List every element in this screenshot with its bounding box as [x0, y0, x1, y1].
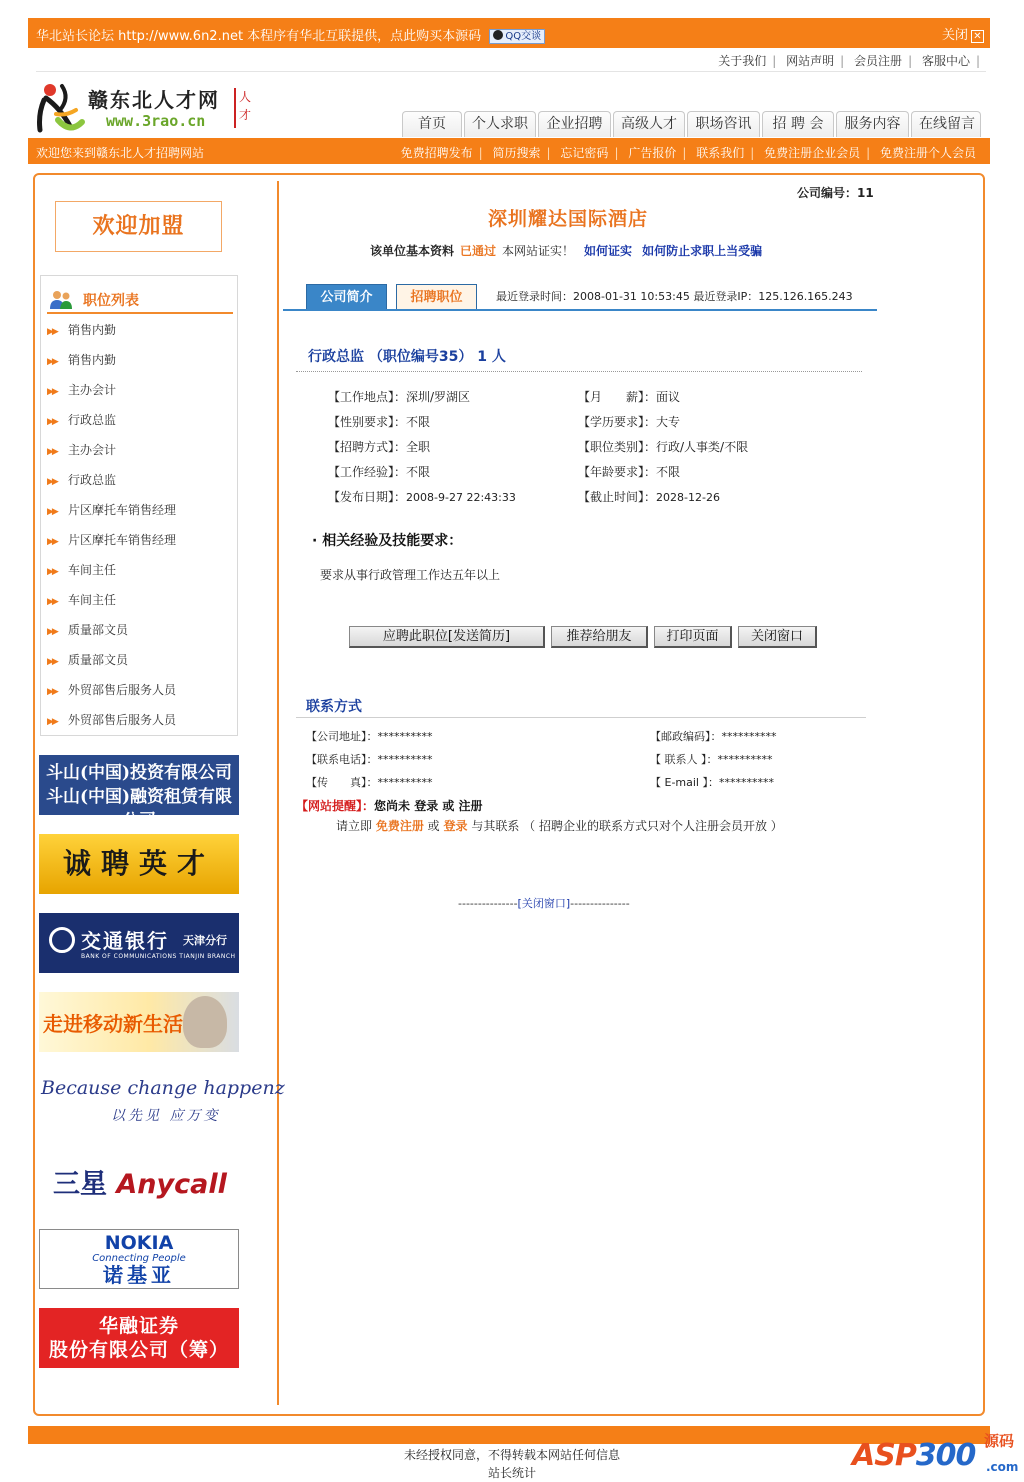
arrow-icon: ▶▶ [47, 567, 57, 577]
qq-chat-badge[interactable] [489, 29, 545, 44]
nav-career-news[interactable]: 职场咨讯 [687, 111, 760, 137]
field-label: 【邮政编码】： [650, 730, 722, 743]
separator: | [614, 146, 619, 160]
list-item[interactable] [47, 532, 176, 562]
divider [36, 71, 986, 72]
person-logo-icon [36, 80, 84, 134]
requirements-heading: · 相关经验及技能要求： [312, 533, 463, 549]
verify-label: 该单位基本资料 [370, 244, 455, 258]
verify-status: 已通过 [460, 244, 497, 258]
field-deadline [578, 488, 720, 505]
list-item[interactable] [47, 472, 176, 502]
apply-button[interactable]: 应聘此职位[发送简历] [349, 626, 545, 648]
job-link[interactable]: 主办会计 [68, 383, 117, 397]
arrow-icon: ▶▶ [47, 627, 57, 637]
close-window-link[interactable]: [关闭窗口] [517, 897, 571, 910]
list-item[interactable] [47, 322, 176, 352]
link-forgot-password[interactable]: 忘记密码 [560, 146, 609, 160]
field-location [328, 388, 470, 405]
field-salary [578, 388, 680, 405]
field-label: 【年龄要求】： [578, 465, 657, 479]
field-value: ********** [377, 730, 433, 743]
dashes: --------------- [458, 897, 518, 910]
watermark-text [852, 1438, 975, 1473]
watermark-asp: ASP [852, 1438, 916, 1473]
job-title: 行政总监 （职位编号35） 1 人 [308, 349, 506, 365]
field-value: ********** [717, 753, 773, 766]
ad-text: 斗山(中国)投资有限公司 [45, 763, 233, 783]
tip-detail [336, 817, 783, 834]
watermark-logo [852, 1430, 1022, 1480]
arrow-icon: ▶▶ [47, 687, 57, 697]
link-about[interactable]: 关于我们 [718, 54, 767, 68]
ad-samsung[interactable] [39, 1150, 239, 1210]
nav-senior-talent[interactable]: 高级人才 [613, 111, 685, 137]
sub-bar [28, 138, 990, 164]
tip-text: 与其联系 （ 招聘企业的联系方式只对个人注册会员开放 ） [467, 819, 783, 833]
field-age [578, 463, 680, 480]
tip-label: 【网站提醒】： [296, 799, 375, 813]
tab-underline [283, 309, 877, 311]
ad-text [53, 1162, 227, 1201]
welcome-text: 欢迎您来到赣东北人才招聘网站 [36, 146, 205, 160]
field-value: 不限 [406, 415, 431, 429]
company-number: 公司编号：11 [797, 186, 874, 200]
site-tip [296, 797, 483, 814]
arrow-icon: ▶▶ [47, 657, 57, 667]
nav-home[interactable]: 首页 [402, 111, 462, 137]
close-window-button[interactable]: 关闭窗口 [738, 626, 817, 648]
job-list [47, 322, 176, 742]
link-resume-search[interactable]: 简历搜索 [492, 146, 541, 160]
promo-bar [28, 18, 990, 48]
recommend-button[interactable]: 推荐给朋友 [551, 626, 648, 648]
field-experience [328, 463, 430, 480]
link-support[interactable]: 客服中心 [921, 54, 970, 68]
nav-job-fair[interactable]: 招 聘 会 [762, 111, 834, 137]
logo-title: 赣东北人才网 [88, 88, 220, 112]
arrow-icon: ▶▶ [47, 537, 57, 547]
quick-links [401, 144, 976, 161]
dashes: --------------- [570, 897, 630, 910]
user-group-icon [49, 288, 73, 310]
ad-text: 走进移动新生活 [43, 1012, 183, 1036]
field-education [578, 413, 680, 430]
field-value: 深圳/罗湖区 [406, 390, 471, 404]
ad-brand-cn: 三星 [53, 1169, 107, 1200]
separator: | [546, 146, 551, 160]
arrow-icon: ▶▶ [47, 387, 57, 397]
arrow-icon: ▶▶ [47, 417, 57, 427]
separator: | [772, 54, 777, 68]
footer-stats-link[interactable]: 站长统计 [487, 1466, 536, 1480]
contact-fax [306, 774, 433, 790]
requirements-text: 要求从事行政管理工作达五年以上 [320, 568, 501, 582]
job-link[interactable]: 主办会计 [68, 443, 117, 457]
tip-message: 您尚未 登录 或 注册 [374, 799, 483, 813]
close-label: 关闭 [941, 28, 968, 43]
watermark-cn: 源码 [984, 1432, 1015, 1450]
field-label: 【发布日期】： [328, 490, 407, 504]
field-gender [328, 413, 430, 430]
company-name: 深圳耀达国际酒店 [488, 208, 649, 230]
footer-bar [28, 1426, 990, 1444]
join-banner[interactable]: 欢迎加盟 [55, 201, 222, 252]
field-label: 【学历要求】： [578, 415, 657, 429]
list-item[interactable] [47, 562, 176, 592]
divider [296, 717, 866, 718]
logo-domain: www.3rao.cn [106, 112, 206, 130]
ad-text: 天津分行 [183, 934, 227, 947]
job-link[interactable]: 销售内勤 [68, 353, 117, 367]
ad-mobile[interactable] [39, 992, 239, 1052]
link-ad-pricing[interactable]: 广告报价 [628, 146, 677, 160]
print-button[interactable]: 打印页面 [654, 626, 732, 648]
close-promo-button[interactable] [942, 24, 984, 43]
field-value: 2008-9-27 22:43:33 [406, 491, 516, 504]
field-value: 大专 [656, 415, 681, 429]
list-item[interactable] [47, 592, 176, 622]
ad-text: NOKIA [104, 1232, 174, 1254]
field-label: 【联系电话】： [306, 753, 378, 766]
field-value: ********** [721, 730, 777, 743]
last-login-info: 最近登录时间：2008-01-31 10:53:45 最近登录IP：125.126.165.243 [496, 290, 853, 303]
link-free-post[interactable]: 免费招聘发布 [400, 146, 473, 160]
list-item[interactable] [47, 442, 176, 472]
dotted-divider [296, 371, 862, 372]
field-label: 【招聘方式】： [328, 440, 407, 454]
verify-text: 本网站证实！ [502, 244, 575, 258]
job-list-title: 职位列表 [83, 293, 139, 309]
separator: | [840, 54, 845, 68]
verification-line [370, 242, 762, 259]
tab-job-openings[interactable]: 招聘职位 [396, 284, 477, 310]
separator: | [750, 146, 755, 160]
tip-text: 或 [423, 819, 444, 833]
job-link[interactable]: 销售内勤 [68, 323, 117, 337]
woman-photo-image [183, 996, 227, 1048]
job-link[interactable]: 外贸部售后服务人员 [68, 713, 177, 727]
arrow-icon: ▶▶ [47, 597, 57, 607]
field-label: 【月 薪】： [578, 390, 657, 404]
site-links [718, 52, 986, 69]
nav-guestbook[interactable]: 在线留言 [911, 111, 981, 137]
list-item[interactable] [47, 352, 176, 382]
list-item[interactable] [47, 652, 176, 682]
job-link[interactable]: 片区摩托车销售经理 [68, 503, 177, 517]
list-item[interactable] [47, 412, 176, 442]
contact-person [650, 751, 773, 767]
main-nav [402, 111, 981, 137]
job-link[interactable]: 车间主任 [68, 593, 117, 607]
field-label: 【工作经验】： [328, 465, 407, 479]
job-link[interactable]: 外贸部售后服务人员 [68, 683, 177, 697]
link-register-person[interactable]: 免费注册个人会员 [879, 146, 976, 160]
field-value: 不限 [656, 465, 681, 479]
logo-seal: 人才 [234, 88, 254, 128]
link-register-company[interactable]: 免费注册企业会员 [764, 146, 861, 160]
ad-text: 股份有限公司（筹） [48, 1339, 229, 1361]
job-list-header [47, 286, 233, 314]
field-value: ********** [377, 753, 433, 766]
ad-brand-en: Anycall [116, 1169, 227, 1200]
nav-recruitment[interactable]: 企业招聘 [538, 111, 611, 137]
job-link[interactable]: 行政总监 [68, 473, 117, 487]
contact-heading: 联系方式 [306, 699, 362, 715]
link-register[interactable]: 会员注册 [854, 54, 903, 68]
nav-job-seeking[interactable]: 个人求职 [464, 111, 536, 137]
field-label: 【 联系人 】： [650, 753, 718, 766]
list-item[interactable] [47, 622, 176, 652]
contact-email [650, 774, 774, 790]
field-label: 【 E-mail 】： [650, 776, 719, 789]
ad-nokia[interactable] [39, 1229, 239, 1289]
ad-bankcomm[interactable] [39, 913, 239, 973]
ad-text: 斗山(中国)融资租赁有限公司 [45, 787, 233, 831]
separator: | [866, 146, 871, 160]
job-link[interactable]: 行政总监 [68, 413, 117, 427]
field-category [578, 438, 748, 455]
free-register-link[interactable]: 免费注册 [375, 819, 424, 833]
separator: | [908, 54, 913, 68]
ad-text: 华融证券 [98, 1315, 179, 1337]
ad-text: 交通银行 [81, 929, 169, 953]
how-verify-link[interactable]: 如何证实 [584, 244, 633, 258]
field-value: ********** [377, 776, 433, 789]
qq-penguin-icon [493, 30, 503, 40]
qq-label: QQ交谈 [505, 31, 542, 42]
list-item[interactable] [47, 712, 176, 742]
close-icon[interactable]: ✕ [971, 30, 984, 43]
field-value: 行政/人事类/不限 [656, 440, 749, 454]
contact-address [306, 728, 433, 744]
ad-text: Connecting People [92, 1253, 186, 1264]
ad-text: Because change happenz [41, 1077, 285, 1099]
list-item[interactable] [47, 502, 176, 532]
promo-text[interactable]: 华北站长论坛 http://www.6n2.net 本程序有华北互联提供，点此购买本源码 [36, 29, 482, 44]
separator: | [682, 146, 687, 160]
job-link[interactable]: 车间主任 [68, 563, 117, 577]
tab-company-intro[interactable]: 公司简介 [306, 284, 387, 310]
contact-phone [306, 751, 433, 767]
ad-huarong[interactable] [39, 1308, 239, 1368]
arrow-icon: ▶▶ [47, 507, 57, 517]
watermark-com: .com [986, 1460, 1019, 1474]
ad-text: 诺基亚 [103, 1263, 175, 1287]
job-link[interactable]: 质量部文员 [68, 623, 129, 637]
job-list-panel [40, 275, 238, 736]
field-value: 面议 [656, 390, 681, 404]
separator: | [478, 146, 483, 160]
link-statement[interactable]: 网站声明 [786, 54, 835, 68]
field-mode [328, 438, 430, 455]
field-label: 【公司地址】： [306, 730, 378, 743]
separator: | [975, 54, 980, 68]
field-posted [328, 488, 516, 505]
avoid-fraud-link[interactable]: 如何防止求职上当受骗 [642, 244, 763, 258]
contact-postcode [650, 728, 777, 744]
watermark-300: 300 [915, 1438, 976, 1473]
field-label: 【工作地点】： [328, 390, 407, 404]
ad-text: BANK OF COMMUNICATIONS TIANJIN BRANCH [81, 953, 236, 960]
field-label: 【截止时间】： [578, 490, 657, 504]
close-window-line [458, 895, 630, 911]
field-label: 【传 真】： [306, 776, 378, 789]
site-logo[interactable] [36, 80, 266, 136]
field-value: ********** [718, 776, 774, 789]
arrow-icon: ▶▶ [47, 327, 57, 337]
login-link[interactable]: 登录 [443, 819, 468, 833]
ad-change[interactable] [39, 1071, 285, 1131]
promo-message[interactable] [36, 25, 545, 44]
nav-services[interactable]: 服务内容 [836, 111, 909, 137]
field-label: 【性别要求】： [328, 415, 407, 429]
field-value: 2028-12-26 [656, 491, 720, 504]
list-item[interactable] [47, 682, 176, 712]
bank-logo-icon [49, 927, 75, 953]
arrow-icon: ▶▶ [47, 357, 57, 367]
arrow-icon: ▶▶ [47, 477, 57, 487]
ad-doosan[interactable] [39, 755, 239, 831]
arrow-icon: ▶▶ [47, 447, 57, 457]
field-value: 全职 [406, 440, 431, 454]
link-contact[interactable]: 联系我们 [696, 146, 745, 160]
job-link[interactable]: 片区摩托车销售经理 [68, 533, 177, 547]
field-label: 【职位类别】： [578, 440, 657, 454]
tip-text: 请立即 [336, 819, 376, 833]
field-value: 不限 [406, 465, 431, 479]
list-item[interactable] [47, 382, 176, 412]
ad-hiring[interactable]: 诚聘英才 [39, 834, 239, 894]
arrow-icon: ▶▶ [47, 717, 57, 727]
ad-text: 以先见 应万变 [111, 1108, 221, 1124]
job-link[interactable]: 质量部文员 [68, 653, 129, 667]
footer-copyright: 未经授权同意，不得转载本网站任何信息 [403, 1448, 620, 1462]
column-divider [277, 181, 279, 1405]
